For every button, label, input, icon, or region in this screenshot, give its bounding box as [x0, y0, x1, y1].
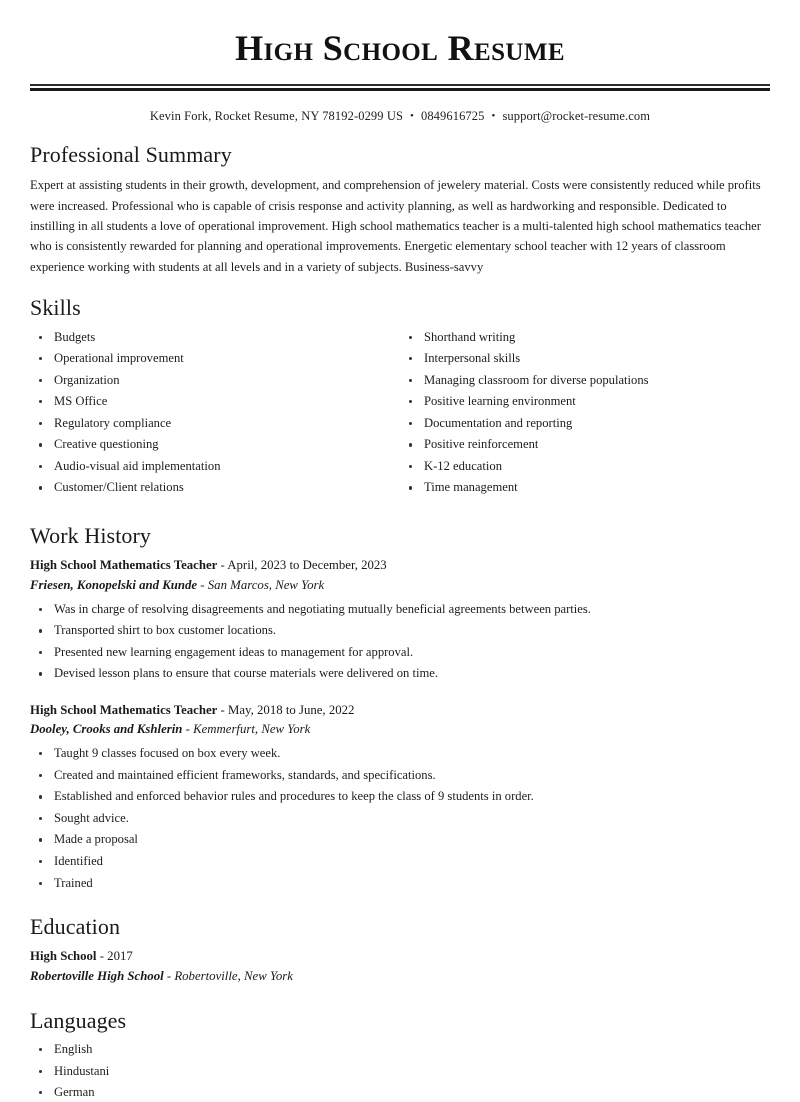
education-list	[30, 947, 770, 985]
education-degree: High School	[30, 949, 97, 964]
job-company: Dooley, Crooks and Kshlerin	[30, 722, 183, 737]
list-item: Regulatory compliance	[30, 415, 400, 432]
job-subheader	[30, 576, 770, 595]
list-item: Positive learning environment	[400, 393, 770, 410]
education-school: Robertoville High School	[30, 968, 164, 983]
list-item: Devised lesson plans to ensure that course materials were delivered on time.	[30, 665, 770, 682]
job-title-dash: -	[217, 558, 228, 573]
list-item: Sought advice.	[30, 810, 770, 827]
divider-line-bottom	[30, 88, 770, 91]
list-item: Positive reinforcement	[400, 436, 770, 453]
job-company-dash: -	[197, 577, 208, 592]
contact-line	[30, 109, 770, 124]
job-entry	[30, 556, 770, 682]
job-entry	[30, 701, 770, 892]
job-title-dash: -	[217, 702, 228, 717]
section-languages	[30, 1008, 770, 1102]
job-title: High School Mathematics Teacher	[30, 702, 218, 717]
list-item: Hindustani	[30, 1063, 770, 1080]
contact-phone: 0849616725	[420, 108, 485, 123]
list-item: MS Office	[30, 393, 400, 410]
list-item: Customer/Client relations	[30, 479, 400, 496]
section-title-education: Education	[30, 913, 121, 939]
job-location: Kemmerfurt, New York	[193, 722, 311, 737]
list-item: Audio-visual aid implementation	[30, 458, 400, 475]
list-item: Time management	[400, 479, 770, 496]
education-subheader	[30, 967, 770, 986]
job-header	[30, 556, 770, 575]
job-company: Friesen, Konopelski and Kunde	[30, 577, 198, 592]
list-item: German	[30, 1084, 770, 1101]
contact-separator-2: •	[491, 109, 496, 122]
list-item: English	[30, 1041, 770, 1058]
education-school-dash: -	[163, 968, 175, 983]
list-item: Shorthand writing	[400, 329, 770, 346]
job-location: San Marcos, New York	[207, 577, 325, 592]
list-item: Transported shirt to box customer locations.	[30, 622, 770, 639]
education-degree-dash: -	[96, 949, 108, 964]
education-entry	[30, 947, 770, 985]
job-subheader	[30, 720, 770, 739]
list-item: Established and enforced behavior rules and procedures to keep the class of 9 students in order.	[30, 788, 770, 805]
job-bullet-list	[30, 601, 770, 683]
contact-separator-1: •	[410, 109, 414, 122]
list-item: Budgets	[30, 329, 400, 346]
job-list	[30, 556, 770, 892]
skills-columns	[30, 329, 770, 502]
job-title: High School Mathematics Teacher	[30, 558, 218, 573]
list-item: Managing classroom for diverse populations	[400, 372, 770, 389]
languages-list	[30, 1041, 770, 1102]
page-title: High School Resume	[235, 28, 565, 68]
education-location: Robertoville, New York	[174, 968, 293, 983]
section-title-work-history: Work History	[30, 523, 152, 549]
contact-email[interactable]: support@rocket-resume.com	[502, 108, 651, 123]
list-item: Trained	[30, 875, 770, 892]
section-education	[30, 914, 770, 986]
list-item: Made a proposal	[30, 831, 770, 848]
list-item: Presented new learning engagement ideas to management for approval.	[30, 644, 770, 661]
job-header	[30, 701, 770, 720]
job-bullet-list	[30, 745, 770, 892]
section-title-summary: Professional Summary	[30, 141, 232, 167]
section-title-skills: Skills	[30, 295, 81, 321]
section-title-languages: Languages	[30, 1007, 127, 1033]
section-skills	[30, 295, 770, 501]
section-work-history	[30, 523, 770, 892]
list-item: K-12 education	[400, 458, 770, 475]
list-item: Operational improvement	[30, 350, 400, 367]
list-item: Created and maintained efficient frameworks, standards, and specifications.	[30, 767, 770, 784]
contact-name-address: Kevin Fork, Rocket Resume, NY 78192-0299 US	[149, 108, 404, 123]
job-dates: April, 2023 to December, 2023	[227, 558, 387, 573]
education-year: 2017	[107, 949, 133, 964]
list-item: Interpersonal skills	[400, 350, 770, 367]
skills-list-right	[400, 329, 770, 502]
list-item: Identified	[30, 853, 770, 870]
list-item: Organization	[30, 372, 400, 389]
summary-paragraph: Expert at assisting students in their growth, development, and comprehension of jewelery material. Costs were consistently reduced while profits were increased. Professional who is capable of crisis response and activity planning, as well as hardworking and responsible. Dedicated to instilling in all students a love of operational improvement. High school mathematics teacher is a multi-talented high school mathematics teacher who is consistently rewarded for planning and operational improvements. Energetic elementary school teacher with 12 years of classroom experience working with students at all levels and in a variety of subjects. Business-savvy	[30, 178, 761, 274]
education-header	[30, 947, 770, 966]
list-item: Taught 9 classes focused on box every week.	[30, 745, 770, 762]
section-professional-summary	[30, 142, 770, 277]
job-dates: May, 2018 to June, 2022	[228, 702, 355, 717]
list-item: Creative questioning	[30, 436, 400, 453]
job-company-dash: -	[182, 722, 194, 737]
skills-list-left	[30, 329, 400, 502]
list-item: Was in charge of resolving disagreements and negotiating mutually beneficial agreements between parties.	[30, 601, 770, 618]
list-item: Documentation and reporting	[400, 415, 770, 432]
header-divider	[30, 84, 770, 91]
